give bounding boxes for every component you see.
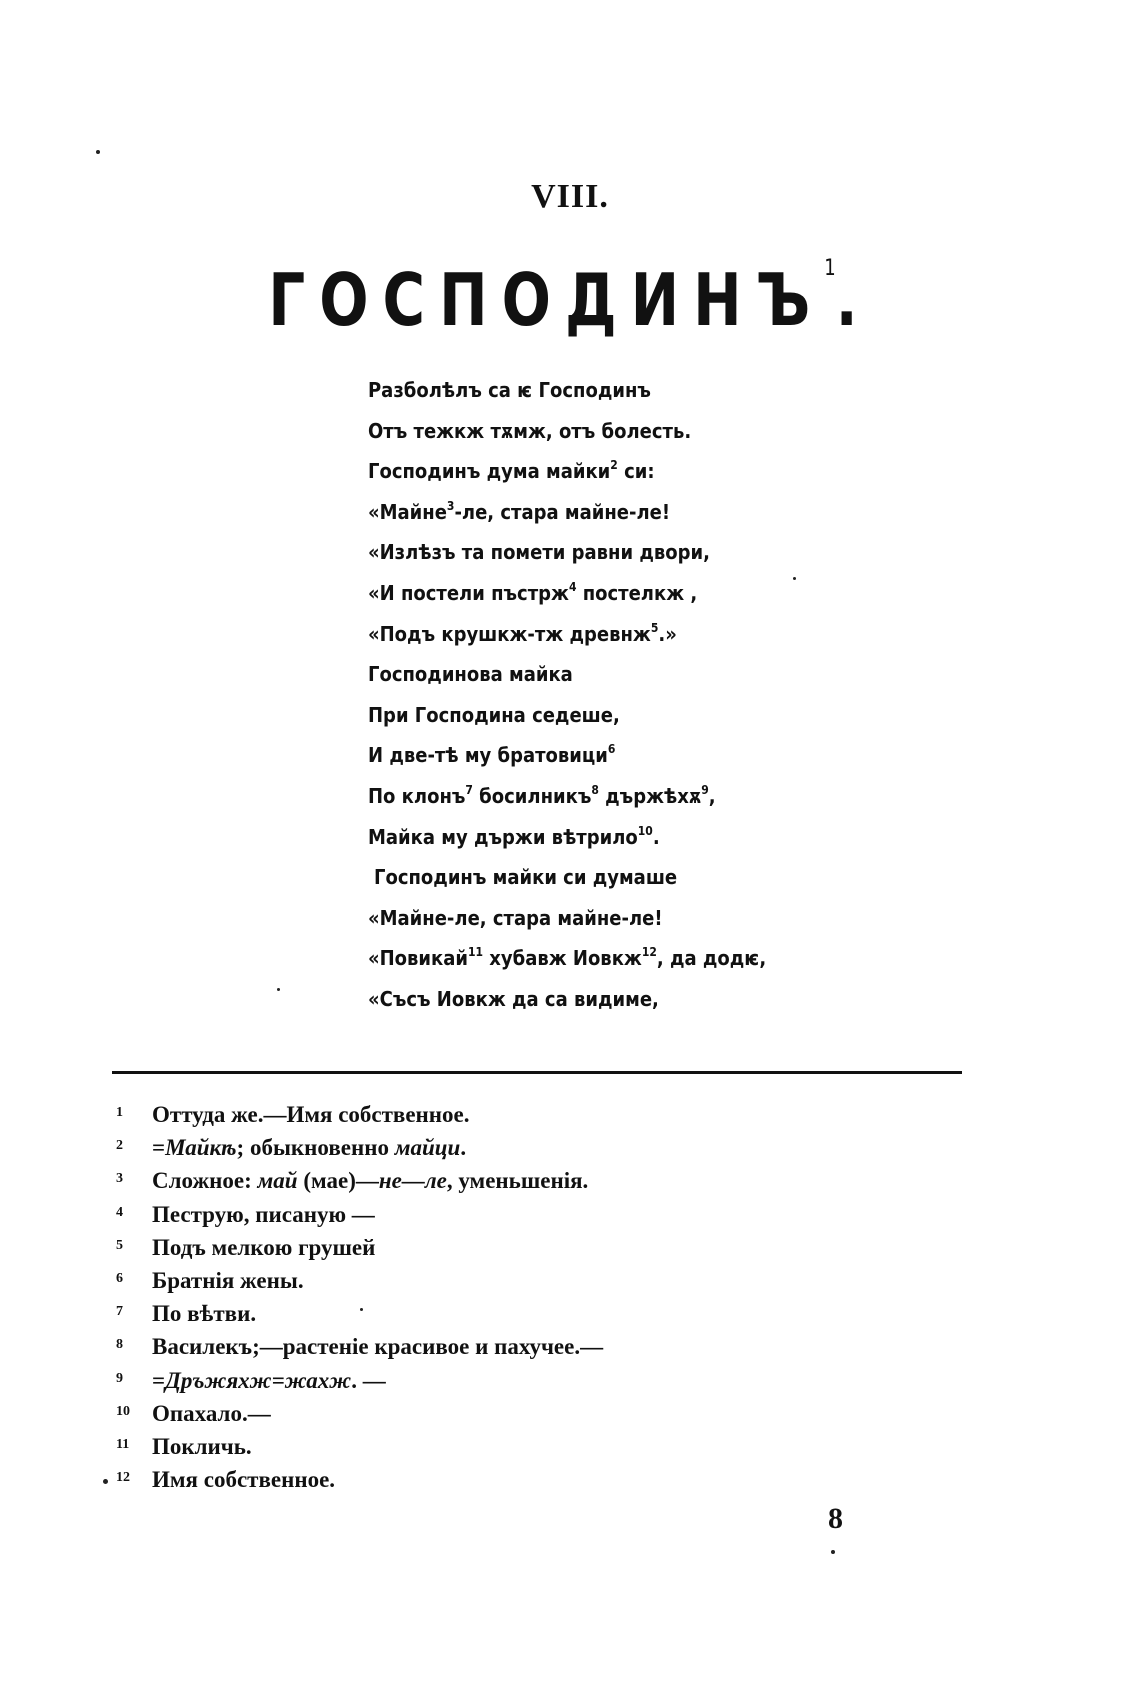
footnote <box>116 1395 936 1428</box>
poem-line-text: .» <box>658 621 677 646</box>
poem-line-text: Господинова майка <box>368 662 573 687</box>
footnote-marker: 11 <box>468 945 484 960</box>
poem-line-text: «Подъ крушкж-тж древнж <box>368 621 651 646</box>
footnote-number: 10 <box>116 1403 130 1419</box>
poem-line <box>368 695 928 736</box>
poem-line <box>368 532 928 573</box>
footnote-text <box>152 1268 304 1293</box>
footnote-number: 5 <box>116 1237 123 1253</box>
poem-line-text: При Господина седеше, <box>368 702 620 727</box>
footnotes <box>116 1096 936 1494</box>
poem-line-text: си: <box>617 459 655 484</box>
footnote-marker: 7 <box>465 782 473 797</box>
footnote-number: 12 <box>116 1470 130 1486</box>
footnote-text-part: = <box>152 1367 166 1393</box>
footnote <box>116 1461 936 1494</box>
footnote-marker: 12 <box>641 945 657 960</box>
print-speck <box>360 1308 363 1311</box>
footnote-text-part: Василекъ;—растеніе красивое и пахучее.— <box>152 1334 604 1360</box>
footnote-number: 7 <box>116 1304 123 1320</box>
print-speck <box>277 988 280 991</box>
poem-line <box>368 979 928 1020</box>
footnote-italic-term: майци <box>394 1135 461 1161</box>
footnote-number: 2 <box>116 1138 123 1154</box>
poem-line <box>368 735 928 776</box>
footnote <box>116 1196 936 1229</box>
footnote <box>116 1262 936 1295</box>
footnote-text-part: Опахало.— <box>152 1400 271 1426</box>
song-title <box>0 255 1140 343</box>
print-speck <box>793 577 796 580</box>
poem-line-text: По клонъ <box>368 783 466 808</box>
poem-line-text: , да додѥ, <box>656 946 767 971</box>
footnote-marker: 2 <box>610 458 618 473</box>
footnote <box>116 1162 936 1195</box>
footnote-text <box>152 1168 588 1193</box>
print-speck <box>103 1479 108 1484</box>
footnote-text-part: Пеструю, писаную — <box>152 1201 375 1227</box>
print-speck <box>831 1550 835 1554</box>
footnote <box>116 1328 936 1361</box>
poem-line <box>368 411 928 452</box>
poem-line <box>368 817 928 858</box>
poem-line <box>368 492 928 533</box>
footnote-text-part: . — <box>351 1367 386 1393</box>
footnote-italic-term: май <box>257 1168 298 1194</box>
poem-line-text: «И постели пъстрж <box>368 580 569 605</box>
footnote-marker: 10 <box>637 823 653 838</box>
poem-line-text: Господинъ майки си думаше <box>374 865 678 890</box>
poem-line-text: «Майне <box>368 499 447 524</box>
poem-line <box>368 370 928 411</box>
poem-line-text: босилникъ <box>472 783 592 808</box>
poem-line-text: , <box>708 783 716 808</box>
footnote-text-part: (мае)— <box>297 1168 379 1194</box>
footnote-number: 11 <box>116 1436 130 1452</box>
page-number: 8 <box>828 1502 843 1535</box>
poem-line-text: държѣхѫ <box>598 783 702 808</box>
title-footnote-marker: 1 <box>824 255 836 282</box>
footnote-text-part: Покличь. <box>152 1433 252 1459</box>
song-title-text: ГОСПОДИНЪ <box>268 257 825 343</box>
footnote-number: 6 <box>116 1270 123 1286</box>
poem-line-text: Отъ тежкж тѫмж, отъ болесть. <box>368 418 692 443</box>
footnote <box>116 1428 936 1461</box>
footnote-number: 8 <box>116 1337 123 1353</box>
footnote-number: 9 <box>116 1370 123 1386</box>
footnote <box>116 1229 936 1262</box>
footnote-text <box>152 1235 375 1260</box>
footnote-marker: 9 <box>701 782 709 797</box>
print-speck <box>96 150 100 154</box>
poem-line <box>368 451 928 492</box>
footnote-text-part: Братнія жены. <box>152 1267 304 1293</box>
footnote <box>116 1362 936 1395</box>
footnote-text-part: . <box>460 1135 467 1161</box>
footnote-number: 3 <box>116 1171 123 1187</box>
poem-line-text: Разболѣлъ са ѥ Господинъ <box>368 378 651 402</box>
poem-line <box>368 654 928 695</box>
footnote <box>116 1096 936 1129</box>
title-period: . <box>835 257 872 343</box>
poem-line-text: «Майне-ле, стара майне-ле! <box>368 905 663 930</box>
footnote-italic-term: не—ле <box>378 1168 447 1194</box>
poem-line <box>368 857 928 898</box>
footnote <box>116 1129 936 1162</box>
footnote-marker: 4 <box>568 579 577 594</box>
poem-line-text: -ле, стара майне-ле! <box>454 499 671 524</box>
poem-line-text: . <box>652 824 660 849</box>
footnote-text-part: Имя собственное. <box>152 1467 336 1493</box>
footnote-number: 1 <box>116 1105 123 1120</box>
footnote-text-part: Подъ мелкою грушей <box>152 1234 376 1260</box>
poem-body <box>368 370 928 1020</box>
chapter-number: VIII. <box>531 178 609 215</box>
poem-line-text: «Съсъ Иовкж да са видиме, <box>368 986 659 1011</box>
footnote-text-part: Сложное: <box>152 1168 258 1194</box>
footnote-text <box>152 1467 335 1492</box>
footnote-text <box>152 1202 375 1227</box>
poem-line-text: «Повикай <box>368 946 468 971</box>
footnote-text <box>152 1434 252 1459</box>
poem-line-text: постелкж , <box>576 580 698 605</box>
footnote-text-part: ; обыкновенно <box>236 1135 395 1161</box>
footnote-text-part: = <box>152 1135 166 1161</box>
footnote-text <box>152 1301 256 1326</box>
poem-line-text: Господинъ дума майки <box>368 459 611 484</box>
footnote-marker: 6 <box>607 742 616 757</box>
poem-line <box>368 573 928 614</box>
footnote-number: 4 <box>116 1204 123 1220</box>
footnote-text-part: Оттуда же.—Имя собственное. <box>152 1102 470 1127</box>
footnote-text <box>152 1102 470 1127</box>
poem-line <box>368 938 928 979</box>
poem-line <box>368 776 928 817</box>
footnote-italic-term: Дръжяхж=жахж <box>165 1367 352 1393</box>
footnote-italic-term: Майкѣ <box>165 1135 237 1161</box>
footnote-marker: 3 <box>446 498 455 513</box>
poem-line-text: Майка му държи вѣтрило <box>368 824 638 849</box>
poem-line <box>368 614 928 655</box>
poem-line-text: «Излѣзъ та помети равни двори, <box>368 540 710 565</box>
footnote-separator <box>112 1071 962 1074</box>
footnote-text <box>152 1334 603 1359</box>
poem-line-text: И две-тѣ му братовици <box>368 743 608 768</box>
footnote-marker: 5 <box>650 620 659 635</box>
poem-line <box>368 898 928 939</box>
footnote-text-part: По вѣтви. <box>152 1301 257 1327</box>
footnote-marker: 8 <box>591 782 599 797</box>
footnote-text <box>152 1135 466 1160</box>
footnote <box>116 1295 936 1328</box>
poem-line-text: хубавж Иовкж <box>483 946 642 971</box>
footnote-text <box>152 1368 386 1393</box>
footnote-text <box>152 1401 271 1426</box>
footnote-text-part: , уменьшенія. <box>446 1168 589 1194</box>
